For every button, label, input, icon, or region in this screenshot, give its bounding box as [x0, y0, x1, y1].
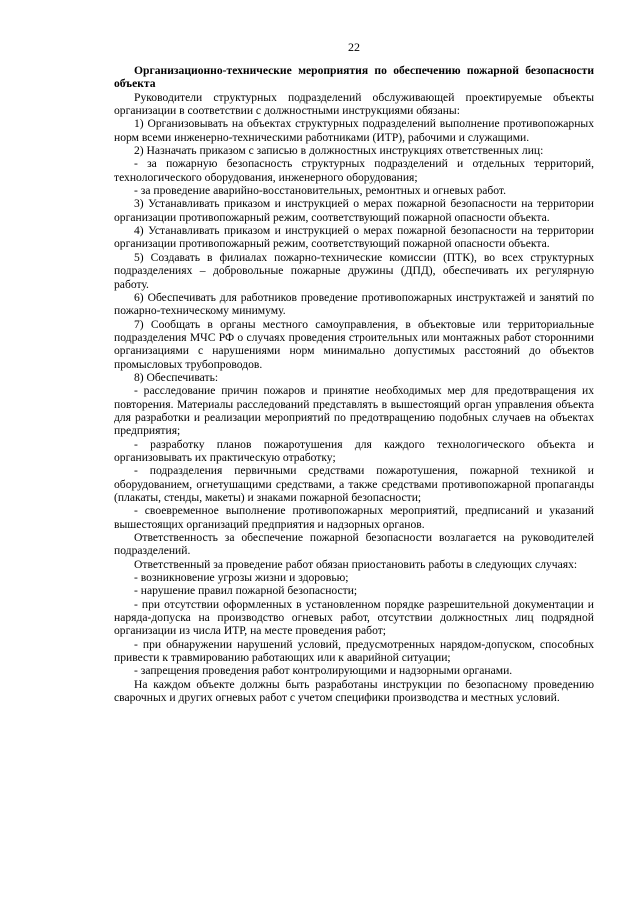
paragraph-stop-bullet-2: - нарушение правил пожарной безопасности; [134, 584, 358, 598]
paragraph-stop-bullet-4: - при обнаружении нарушений условий, предусмотренных нарядом-допуском, способных привести к травмированию работающих или к аварийной ситуации; [114, 637, 594, 665]
document-body [114, 64, 594, 705]
paragraph-item-1: 1) Организовывать на объектах структурных подразделений выполнение противопожарных норм всеми инженерно-техническими работниками (ИТР), рабочими и служащими. [114, 117, 594, 144]
paragraph-responsibility: Ответственность за обеспечение пожарной безопасности возлагается на руководителей подразделений. [114, 531, 594, 558]
page-number: 22 [348, 40, 360, 54]
paragraph-stop-bullet-5: - запрещения проведения работ контролирующими и надзорными органами. [134, 664, 513, 678]
paragraph-stop-works: Ответственный за проведение работ обязан приостановить работы в следующих случаях: [134, 557, 578, 571]
paragraph-item-8-bullet-1: - расследование причин пожаров и принятие необходимых мер для предотвращения их повторения. Материалы расследований представлять в вышестоящий орган управления объекта для разработки и реализации мероприятий по предотвращению подобных случаев на объектах предприятия; [114, 384, 594, 438]
paragraph-item-5: 5) Создавать в филиалах пожарно-технические комиссии (ПТК), во всех структурных подразделениях – добровольные пожарные дружины (ДПД), обеспечивать их регулярную работу. [114, 250, 594, 291]
paragraph-stop-bullet-1: - возникновение угрозы жизни и здоровью; [134, 571, 349, 585]
paragraph-item-8-bullet-3: - подразделения первичными средствами пожаротушения, пожарной техникой и оборудованием, огнетушащими средствами, а также средствами противопожарной пропаганды (плакаты, стенды, макеты) и знаками пожарной безопасности; [114, 464, 594, 504]
paragraph-item-2: 2) Назначать приказом с записью в должностных инструкциях ответственных лиц: [134, 144, 544, 158]
paragraph-item-8-bullet-2: - разработку планов пожаротушения для каждого технологического объекта и организовывать их практическую отработку; [114, 437, 594, 464]
paragraph-instructions: На каждом объекте должны быть разработаны инструкции по безопасному проведению сварочных и других огневых работ с учетом специфики производства и местных условий. [114, 677, 594, 705]
section-heading: Организационно-технические мероприятия по обеспечению пожарной безопасности объекта [114, 64, 594, 91]
paragraph-item-7: 7) Сообщать в органы местного самоуправления, в объектовые или территориальные подразделения МЧС РФ о случаях проведения строительных или монтажных работ сторонними организациями с нарушениями норм минимально допустимых расстояний до объектов промысловых трубопроводов. [114, 317, 594, 371]
paragraph-item-8: 8) Обеспечивать: [134, 370, 219, 384]
paragraph-item-3: 3) Устанавливать приказом и инструкцией о мерах пожарной безопасности на территории организации противопожарный режим, соответствующий пожарной опасности объекта. [114, 197, 594, 224]
paragraph-item-6: 6) Обеспечивать для работников проведение противопожарных инструктажей и занятий по пожарно-техническому минимуму. [114, 290, 594, 318]
paragraph-intro: Руководители структурных подразделений обслуживающей проектируемые объекты организации в соответствии с должностными инструкциями обязаны: [114, 90, 594, 118]
paragraph-item-2-bullet-1: - за пожарную безопасность структурных подразделений и отдельных территорий, технологического оборудования, инженерного оборудования; [114, 157, 594, 184]
paragraph-item-2-bullet-2: - за проведение аварийно-восстановительных, ремонтных и огневых работ. [134, 184, 507, 198]
paragraph-item-4: 4) Устанавливать приказом и инструкцией о мерах пожарной безопасности на территории организации противопожарный режим, соответствующий пожарной опасности объекта. [114, 224, 594, 251]
paragraph-stop-bullet-3: - при отсутствии оформленных в установленном порядке разрешительной документации и наряда-допуска на производство огневых работ, отсутствии должностных лиц подрядной организации из числа ИТР, на месте проведения работ; [114, 597, 594, 638]
paragraph-item-8-bullet-4: - своевременное выполнение противопожарных мероприятий, предписаний и указаний вышестоящих организаций предприятия и надзорных органов. [114, 504, 594, 531]
